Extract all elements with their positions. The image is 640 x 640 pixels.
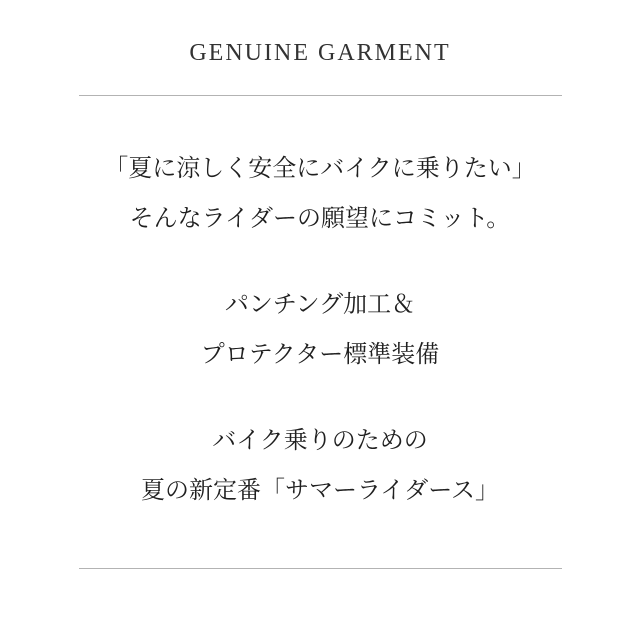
text-line-product-2: 夏の新定番「サマーライダース」 bbox=[140, 478, 500, 504]
text-line-catch-2: そんなライダーの願望にコミット。 bbox=[129, 206, 511, 232]
text-line-feature-2: プロテクター標準装備 bbox=[200, 342, 440, 368]
paragraph-features bbox=[0, 280, 640, 380]
page-title: GENUINE GARMENT bbox=[189, 40, 451, 66]
body-copy bbox=[0, 144, 640, 516]
paragraph-product-name bbox=[0, 416, 640, 516]
bottom-divider bbox=[79, 568, 562, 569]
text-line-catch-1: 「夏に涼しく安全にバイクに乗りたい」 bbox=[104, 156, 536, 182]
text-line-product-1: バイク乗りのための bbox=[212, 428, 428, 454]
text-line-feature-1: パンチング加工＆ bbox=[224, 292, 416, 318]
top-divider bbox=[79, 95, 562, 96]
paragraph-catch-copy bbox=[0, 144, 640, 244]
